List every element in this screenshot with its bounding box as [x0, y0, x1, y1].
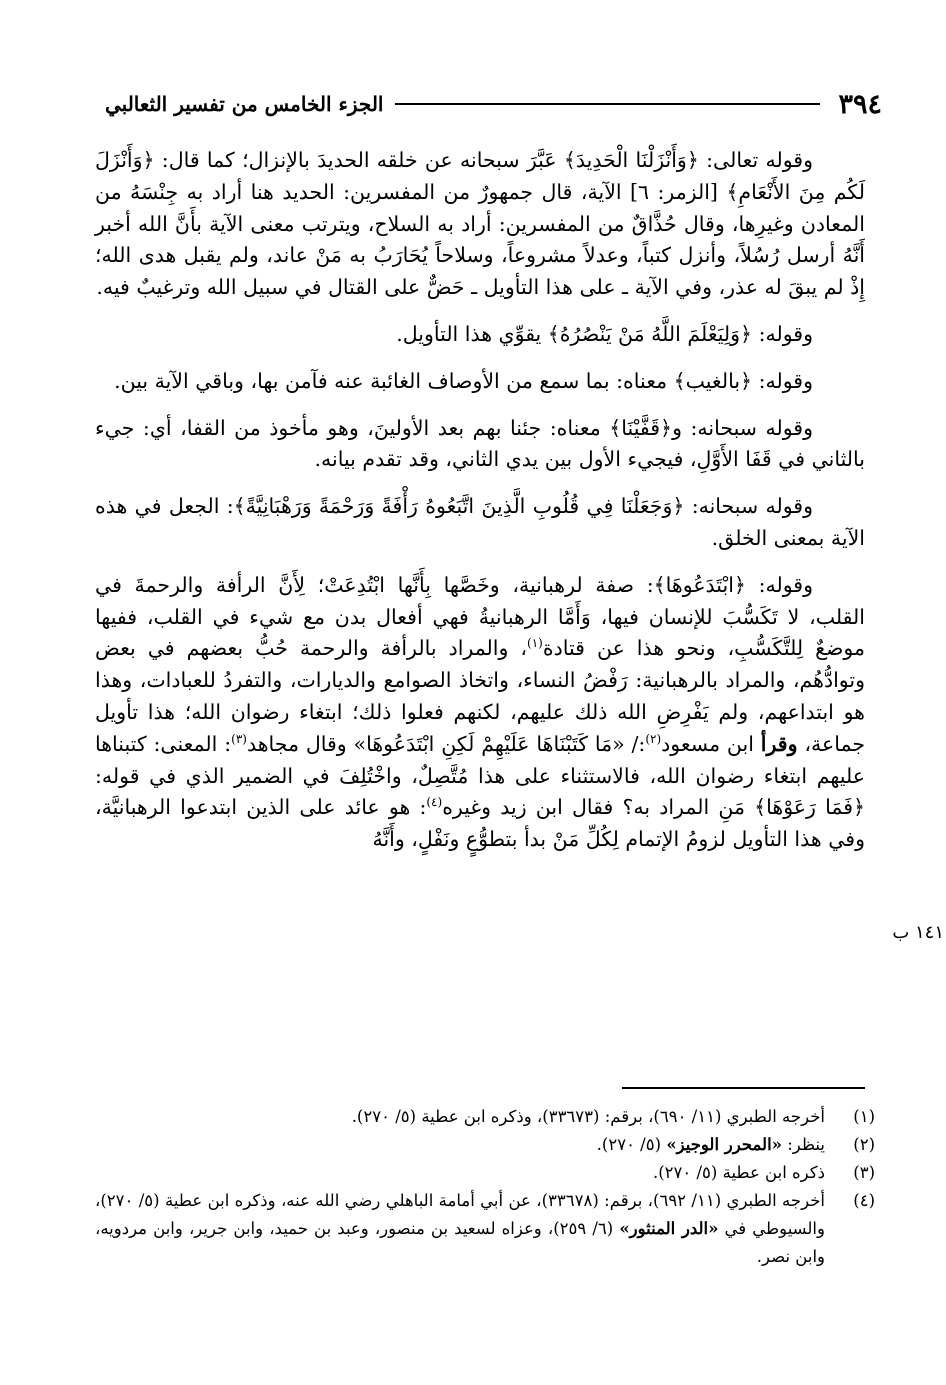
- text-run: (٦/ ٢٥٩)، وعزاه لسعيد بن منصور، وعبد بن حميد، وابن جرير، وابن مردويه، وابن نصر.: [95, 1219, 825, 1266]
- paragraph: [95, 491, 865, 555]
- footnote-number: (١): [853, 1107, 875, 1126]
- book-title: «المحرر الوجيز»: [666, 1135, 782, 1154]
- text-run-bold: وقرأ: [760, 731, 798, 756]
- footnote-text: [95, 1187, 825, 1271]
- variant-reading: «مَا كَتَبْنَاهَا عَلَيْهِمْ لَكِنِ ابْتَدَعُوهَا»: [353, 731, 625, 756]
- footnote-text: أخرجه الطبري (١١/ ٦٩٠)، برقم: (٣٣٦٧٣)، وذكره ابن عطية (٥/ ٢٧٠).: [351, 1107, 825, 1126]
- quran-quote: ﴿وَأَنْزَلَ لَكُم مِنَ الأَنْعَامِ﴾: [95, 148, 865, 204]
- quran-quote: ﴿فَمَا رَعَوْهَا﴾: [754, 795, 866, 820]
- text-run: معناه: بما سمع من الأوصاف الغائبة عنه فآمن بها، وباقي الآية بين.: [114, 368, 674, 393]
- main-text: [95, 145, 865, 871]
- quran-quote: ﴿وَلِيَعْلَمَ اللَّهُ مَنْ يَنْصُرُهُ﴾: [547, 321, 753, 346]
- footnote-ref[interactable]: (٤): [426, 795, 443, 810]
- text-run: :/: [624, 731, 646, 756]
- text-run: (٥/ ٢٧٠).: [596, 1135, 667, 1154]
- paragraph: [95, 145, 865, 304]
- footnote-number: (٣): [853, 1163, 875, 1182]
- footnote-ref[interactable]: (٢): [645, 731, 662, 746]
- paragraph: [95, 413, 865, 477]
- page-number: ٣٩٤: [838, 88, 882, 120]
- text-run: وقوله تعالى:: [698, 148, 814, 172]
- footnote-text: ذكره ابن عطية (٥/ ٢٧٠).: [652, 1163, 825, 1182]
- footnote-ref[interactable]: (١): [527, 636, 543, 651]
- text-run: وقوله سبحانه: و: [672, 415, 813, 440]
- text-run: ، والمراد بالرأفة والرحمة حُبُّ بعضهم في بعض وتوادُّهُم، والمراد بالرهبانية: رَفْضُ النساء، واتخاذ الصوامع والديارات، والتفردُ للعبادات، وهذا هو ابتداعهم، ولم يَفْرِضِ الله ذلك عليهم، لكنهم فعلوا ذلك؛ ابتغاء رضوان الله؛ هذا تأويل جماعة،: [95, 636, 865, 756]
- paragraph: [95, 570, 865, 856]
- paragraph: [95, 366, 865, 398]
- quran-quote: ﴿بالغيب﴾: [673, 368, 753, 393]
- manuscript-folio-marker: ١٤١ ب: [892, 922, 944, 943]
- text-run: : المعنى: كتبناها عليهم ابتغاء رضوان الله، فالاستثناء على هذا مُتَّصِلٌ، واخْتُلِفَ في الضمير الذي في قوله:: [95, 731, 865, 788]
- text-run: عَبَّرَ سبحانه عن خلقه الحديدَ بالإنزال؛ كما قال:: [154, 148, 564, 172]
- footnote: [95, 1103, 875, 1131]
- text-run: وقوله:: [752, 321, 813, 346]
- book-title: «الدر المنثور»: [619, 1219, 719, 1238]
- text-run: ابن مسعود: [661, 731, 761, 756]
- quran-quote: ﴿وَجَعَلْنَا فِي قُلُوبِ الَّذِينَ اتَّبَعُوهُ رَأْفَةً وَرَحْمَةً وَرَهْبَانِيَّةً﴾: [233, 494, 685, 519]
- text-run: وقوله سبحانه:: [684, 494, 813, 519]
- quran-quote: ﴿قَفَّيْنَا﴾: [609, 415, 673, 440]
- text-run: وقوله:: [745, 572, 814, 597]
- text-run: [الزمر: ٦] الآية، قال جمهورٌ من المفسرين: الحديد هنا أراد به جِنْسَهُ من المعادن وغيرِها، وقال حُذَّاقٌ من المفسرين: أراد به السلاح، ويترتب معنى الآية بأَنَّ الله أخبر أَنَّهُ أرسل رُسُلاً، وأنزل كتباً، وعدلاً مشروعاً، وسلاحاً يُحَارَبُ به مَنْ عاند، ولم يقبل هدى الله؛ إِذْ لم يبقَ له عذر، وفي الآية ـ على هذا التأويل ـ حَضٌّ على القتال في سبيل الله وترغيبٌ فيه.: [95, 179, 865, 300]
- footnote-number: (٢): [853, 1135, 875, 1154]
- text-run: وقال مجاهد: [246, 731, 354, 756]
- footnote-ref[interactable]: (٣): [231, 731, 247, 746]
- quran-quote: ﴿وَأَنْزَلْنَا الْحَدِيدَ﴾: [563, 148, 699, 172]
- text-run: أخرجه الطبري (١١/ ٦٩٢)، برقم: (٣٣٦٧٨)، عن أبي أمامة الباهلي رضي الله عنه، وذكره ابن عطية (٥/ ٢٧٠)، والسيوطي في: [95, 1191, 825, 1238]
- footnotes: [95, 1103, 875, 1271]
- footnote-number: (٤): [853, 1191, 875, 1210]
- text-run: : هو عائد على الذين ابتدعوا الرهبانيَّة، وفي هذا التأويل لزومُ الإتمام لِكُلِّ مَنْ بدأ بتطوُّعٍ ونَفْلٍ، وأَنَّهُ: [95, 795, 865, 852]
- footnote: [95, 1159, 875, 1187]
- text-run: يقوِّي هذا التأويل.: [396, 321, 548, 346]
- footnote-separator: [622, 1087, 865, 1089]
- footnote: [95, 1187, 875, 1271]
- footnote: [95, 1131, 875, 1159]
- page-header: [105, 82, 882, 126]
- text-run: : صفة لرهبانية، وخَصَّها بِأَنَّها ابْتُدِعَتْ؛ لِأَنَّ الرأفة والرحمةَ في القلب، لا تَكَسُّبَ للإنسان فيها، وَأَمَّا الرهبانيةُ فهي أفعال بدن مع شيء في القلب، ففيها موضعٌ لِلتَّكَسُّبِ، ونحو هذا عن قتادة: [95, 572, 865, 661]
- footnote-text: [95, 1131, 825, 1159]
- text-run: مَنِ المراد به؟ فقال ابن زيد وغيره: [442, 795, 755, 820]
- text-run: ينظر:: [781, 1135, 825, 1154]
- text-run: معناه: جئنا بهم بعد الأولينَ، وهو مأخوذ من القفا، أي: جيء بالثاني في قَفَا الأَوَّلِ، فيجيء الأول بين يدي الثاني، وقد تقدم بيانه.: [95, 415, 865, 472]
- paragraph: [95, 319, 865, 351]
- quran-quote: ﴿ابْتَدَعُوهَا﴾: [653, 572, 746, 597]
- header-rule: [395, 103, 820, 105]
- running-title: الجزء الخامس من تفسير الثعالبي: [105, 92, 384, 116]
- text-run: : الجعل في هذه الآية بمعنى الخلق.: [95, 494, 865, 550]
- text-run: وقوله:: [752, 368, 813, 393]
